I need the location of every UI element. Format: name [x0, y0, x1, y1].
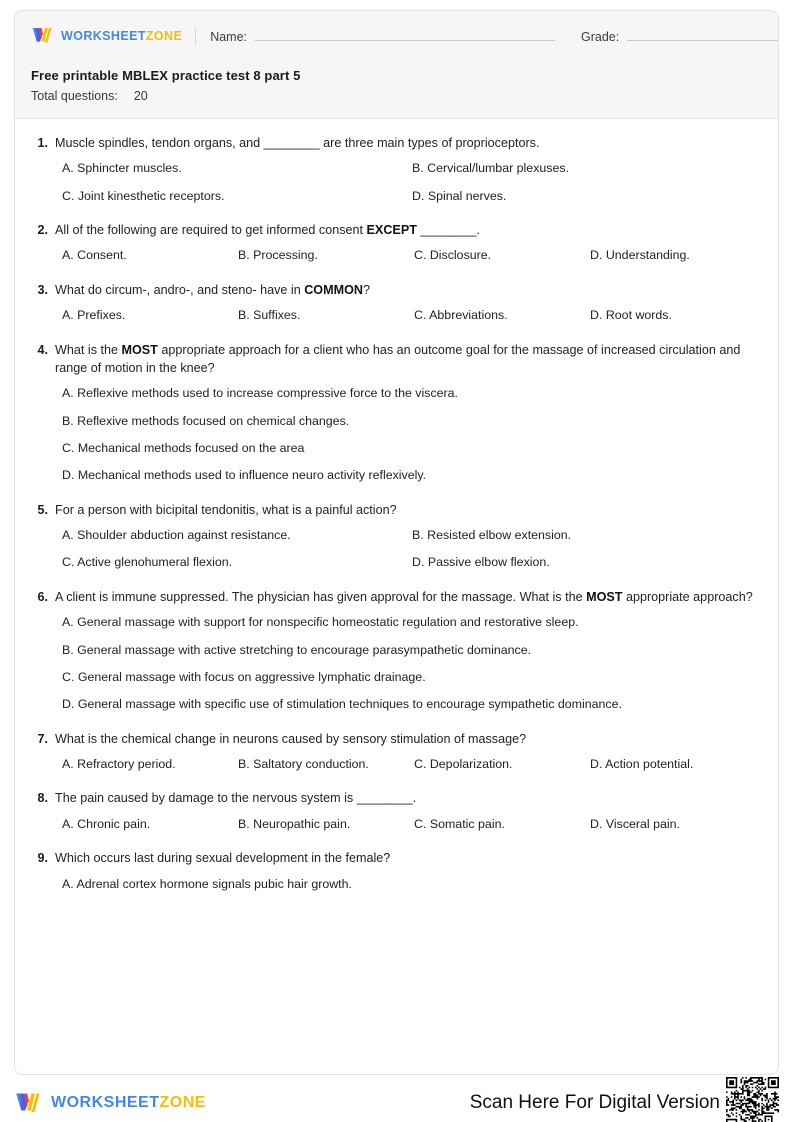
question-text-part-1: Which occurs last during sexual development in the female? [55, 851, 391, 866]
answer-options [31, 751, 762, 778]
question-item [31, 281, 762, 330]
question-text-part-2: ? [362, 282, 370, 297]
question-number: 3. [37, 282, 48, 297]
answer-options [31, 811, 762, 838]
answer-option[interactable]: B. Processing. [238, 248, 318, 263]
answer-options [31, 242, 762, 269]
answer-options [31, 871, 762, 898]
question-text-part-2: appropriate approach for a client who has an outcome goal for the massage of increased circulation and range of motion in the knee? [55, 342, 741, 375]
question-prompt-row [31, 281, 762, 299]
question-number: 8. [37, 791, 48, 806]
question-text [55, 501, 762, 519]
question-emphasis: MOST [586, 589, 623, 604]
brand-logo[interactable] [31, 26, 182, 46]
worksheet-title: Free printable MBLEX practice test 8 part 5 [31, 68, 301, 83]
question-prompt-row [31, 588, 762, 606]
grade-label: Grade: [581, 30, 620, 44]
answer-option[interactable]: B. General massage with active stretching to encourage parasympathetic dominance. [62, 642, 532, 657]
worksheet-zone-w-logo-icon [14, 1091, 44, 1116]
header-top-row [31, 23, 762, 49]
total-questions-value: 20 [133, 89, 148, 103]
question-prompt-row [31, 134, 762, 152]
answer-option[interactable]: D. Visceral pain. [590, 816, 680, 831]
question-number: 9. [37, 851, 48, 866]
question-item [31, 849, 762, 898]
question-text-part-1: What do circum-, andro-, and steno- have in [55, 282, 305, 297]
footer-brand-name-zone: ZONE [159, 1094, 206, 1111]
question-item [31, 588, 762, 719]
qr-code-icon[interactable] [726, 1077, 779, 1122]
answer-option[interactable]: B. Suffixes. [238, 308, 301, 323]
answer-option[interactable]: D. Spinal nerves. [412, 188, 507, 203]
question-number: 6. [37, 589, 48, 604]
worksheet-header [15, 11, 778, 119]
grade-field-group [581, 28, 779, 44]
answer-option[interactable]: A. Prefixes. [62, 308, 126, 323]
question-text [55, 281, 762, 299]
answer-option[interactable]: C. Disclosure. [414, 248, 492, 263]
answer-option[interactable]: B. Reflexive methods focused on chemical changes. [62, 413, 350, 428]
question-item [31, 134, 762, 210]
answer-option[interactable]: D. Passive elbow flexion. [412, 555, 550, 570]
page-footer [14, 1084, 779, 1122]
answer-option[interactable]: D. General massage with specific use of stimulation techniques to encourage sympathetic dominance. [62, 697, 622, 712]
footer-brand-logo-text [51, 1095, 206, 1111]
question-text-part-1: What is the [55, 342, 122, 357]
question-text [55, 341, 762, 378]
answer-options [31, 380, 762, 489]
answer-options [31, 302, 762, 329]
question-text-part-1: Muscle spindles, tendon organs, and ________ are three main types of proprioceptors. [55, 136, 540, 150]
answer-options [31, 522, 762, 577]
brand-name-zone: ZONE [145, 28, 183, 43]
question-number: 7. [37, 731, 48, 746]
answer-option[interactable]: A. Shoulder abduction against resistance. [62, 528, 291, 543]
answer-option[interactable]: C. General massage with focus on aggressive lymphatic drainage. [62, 669, 426, 684]
question-item [31, 730, 762, 779]
answer-option[interactable]: A. Consent. [62, 248, 127, 263]
answer-option[interactable]: C. Depolarization. [414, 757, 513, 772]
question-text-part-1: The pain caused by damage to the nervous system is ________. [55, 791, 417, 806]
answer-option[interactable]: B. Resisted elbow extension. [412, 528, 572, 543]
name-input-line[interactable] [255, 28, 555, 41]
question-prompt-row [31, 341, 762, 378]
answer-option[interactable]: C. Somatic pain. [414, 816, 505, 831]
answer-options [31, 609, 762, 718]
question-text-part-2: ________. [416, 223, 480, 238]
answer-option[interactable]: A. General massage with support for nonspecific homeostatic regulation and restorative sleep. [62, 615, 579, 630]
question-text-part-1: For a person with bicipital tendonitis, what is a painful action? [55, 502, 397, 517]
question-item [31, 501, 762, 577]
question-text-part-2: appropriate approach? [622, 589, 753, 604]
question-text-part-1: A client is immune suppressed. The physician has given approval for the massage. What is the [55, 589, 587, 604]
question-emphasis: MOST [121, 342, 158, 357]
question-text-part-1: What is the chemical change in neurons caused by sensory stimulation of massage? [55, 731, 527, 746]
answer-option[interactable]: D. Understanding. [590, 248, 690, 263]
question-prompt-row [31, 730, 762, 748]
answer-option[interactable]: A. Reflexive methods used to increase compressive force to the viscera. [62, 386, 458, 401]
question-emphasis: EXCEPT [366, 223, 417, 238]
worksheet-card [14, 10, 779, 1075]
grade-input-line[interactable] [627, 28, 779, 41]
question-number: 5. [37, 502, 48, 517]
question-prompt-row [31, 501, 762, 519]
question-text [55, 134, 762, 152]
question-text [55, 588, 762, 606]
footer-brand-name-worksheet: WORKSHEET [51, 1094, 160, 1111]
footer-scan-group [470, 1077, 779, 1122]
answer-options [31, 155, 762, 210]
answer-option[interactable]: D. Action potential. [590, 757, 694, 772]
answer-option[interactable]: B. Saltatory conduction. [238, 757, 369, 772]
question-item [31, 341, 762, 490]
answer-option[interactable]: B. Neuropathic pain. [238, 816, 351, 831]
scan-here-text: Scan Here For Digital Version [469, 1092, 720, 1113]
question-text [55, 849, 762, 867]
question-emphasis: COMMON [304, 282, 363, 297]
questions-list [15, 119, 778, 919]
answer-option[interactable]: C. Abbreviations. [414, 308, 508, 323]
answer-option[interactable]: A. Sphincter muscles. [62, 161, 182, 176]
answer-option[interactable]: C. Joint kinesthetic receptors. [62, 188, 225, 203]
answer-option[interactable]: C. Mechanical methods focused on the area [62, 441, 305, 456]
question-number: 4. [37, 342, 48, 357]
brand-name-worksheet: WORKSHEET [61, 28, 146, 43]
question-number: 2. [37, 223, 48, 238]
question-text [55, 789, 762, 807]
answer-option[interactable]: A. Chronic pain. [62, 816, 151, 831]
header-divider [195, 28, 196, 45]
brand-logo-text [61, 30, 182, 43]
question-item [31, 221, 762, 270]
answer-option[interactable]: A. Refractory period. [62, 757, 176, 772]
answer-option[interactable]: C. Active glenohumeral flexion. [62, 555, 233, 570]
answer-option[interactable]: B. Cervical/lumbar plexuses. [412, 161, 570, 176]
question-prompt-row [31, 221, 762, 239]
name-label: Name: [210, 30, 248, 44]
worksheet-zone-w-logo-icon [31, 26, 55, 46]
question-number: 1. [37, 136, 48, 150]
question-text-part-1: All of the following are required to get informed consent [55, 223, 367, 238]
total-questions-label: Total questions: [31, 89, 118, 103]
question-prompt-row [31, 849, 762, 867]
answer-option[interactable]: A. Adrenal cortex hormone signals pubic hair growth. [62, 876, 352, 891]
question-text [55, 730, 762, 748]
question-text [55, 221, 762, 239]
question-prompt-row [31, 789, 762, 807]
question-item [31, 789, 762, 838]
answer-option[interactable]: D. Root words. [590, 308, 672, 323]
name-field-group [210, 28, 555, 44]
total-questions-row [31, 89, 762, 103]
footer-brand-logo[interactable] [14, 1091, 206, 1116]
answer-option[interactable]: D. Mechanical methods used to influence neuro activity reflexively. [62, 468, 427, 483]
